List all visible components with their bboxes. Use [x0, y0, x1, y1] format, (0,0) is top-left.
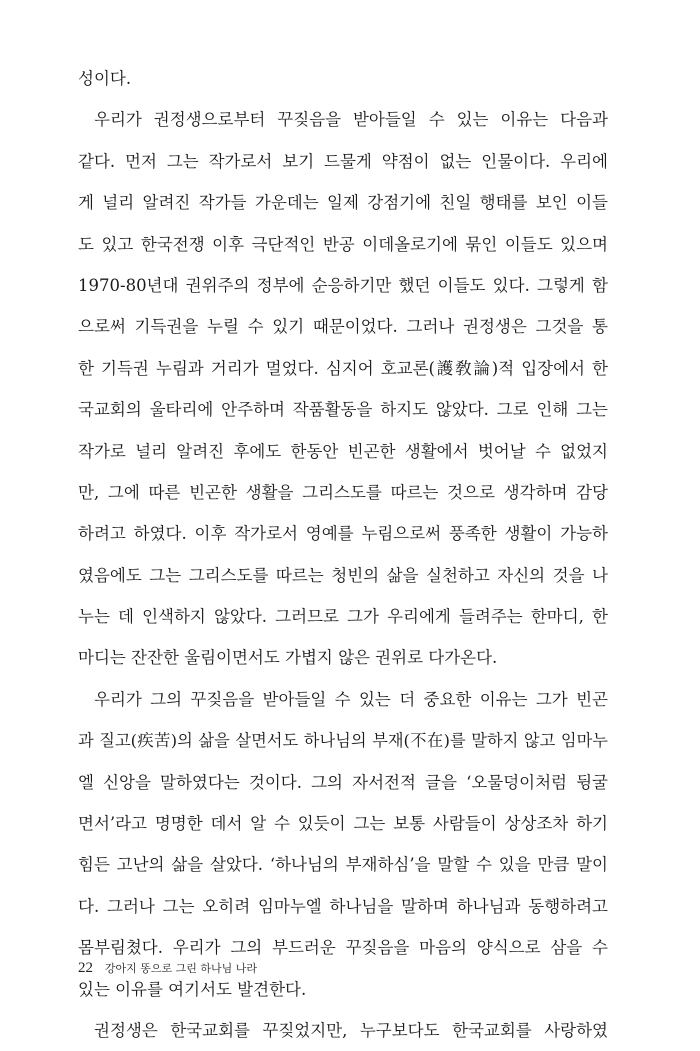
text-line: 한 기득권 누림과 거리가 멀었다. 심지어 호교론(護敎論)적 입장에서 한 — [78, 358, 608, 378]
page-number: 22 — [78, 960, 93, 976]
text-line: 몸부림쳤다. 우리가 그의 부드러운 꾸짖음을 마음의 양식으로 삼을 수 — [78, 938, 608, 958]
text-line: 엘 신앙을 말하였다는 것이다. 그의 자서전적 글을 ‘오물덩이처럼 뒹굴 — [78, 772, 608, 792]
text-line: 으로써 기득권을 누릴 수 있기 때문이었다. 그러나 권정생은 그것을 통 — [78, 317, 608, 337]
text-line: 우리가 권정생으로부터 꾸짖음을 받아들일 수 있는 이유는 다음과 — [94, 110, 608, 130]
text-line: 같다. 먼저 그는 작가로서 보기 드물게 약점이 없는 인물이다. 우리에 — [78, 151, 608, 171]
text-line: 만, 그에 따른 빈곤한 생활을 그리스도를 따르는 것으로 생각하며 감당 — [78, 482, 608, 502]
body-text — [78, 58, 608, 1051]
text-line: 마디는 잔잔한 울림이면서도 가볍지 않은 권위로 다가온다. — [78, 648, 498, 668]
text-line: 면서’라고 명명한 데서 알 수 있듯이 그는 보통 사람들이 상상조차 하기 — [78, 814, 608, 834]
page-footer — [78, 960, 257, 977]
text-line: 성이다. — [78, 69, 132, 88]
text-line: 권정생은 한국교회를 꾸짖었지만, 누구보다도 한국교회를 사랑하였 — [94, 1020, 608, 1040]
text-line: 우리가 그의 꾸짖음을 받아들일 수 있는 더 중요한 이유는 그가 빈곤 — [94, 689, 608, 709]
text-line: 도 있고 한국전쟁 이후 극단적인 반공 이데올로기에 묶인 이들도 있으며 — [78, 234, 608, 254]
text-line: 하려고 하였다. 이후 작가로서 영예를 누림으로써 풍족한 생활이 가능하 — [78, 524, 608, 544]
text-line: 힘든 고난의 삶을 살았다. ‘하나님의 부재하심’을 말할 수 있을 만큼 말이 — [78, 855, 608, 875]
text-line: 1970-80년대 권위주의 정부에 순응하기만 했던 이들도 있다. 그렇게 함 — [78, 275, 608, 295]
text-line: 다. 그러나 그는 오히려 임마누엘 하나님을 말하며 하나님과 동행하려고 — [78, 896, 608, 916]
text-line: 있는 이유를 여기서도 발견한다. — [78, 979, 307, 999]
text-line: 였음에도 그는 그리스도를 따르는 청빈의 삶을 실천하고 자신의 것을 나 — [78, 565, 608, 585]
text-line: 과 질고(疾苦)의 삶을 살면서도 하나님의 부재(不在)를 말하지 않고 임마누 — [78, 731, 608, 751]
text-line: 작가로 널리 알려진 후에도 한동안 빈곤한 생활에서 벗어날 수 없었지 — [78, 441, 608, 461]
running-title: 강아지 똥으로 그린 하나님 나라 — [104, 962, 257, 975]
text-line: 누는 데 인색하지 않았다. 그러므로 그가 우리에게 들려주는 한마디, 한 — [78, 607, 608, 627]
text-line: 국교회의 울타리에 안주하며 작품활동을 하지도 않았다. 그로 인해 그는 — [78, 400, 608, 420]
text-line: 게 널리 알려진 작가들 가운데는 일제 강점기에 친일 행태를 보인 이들 — [78, 193, 608, 213]
